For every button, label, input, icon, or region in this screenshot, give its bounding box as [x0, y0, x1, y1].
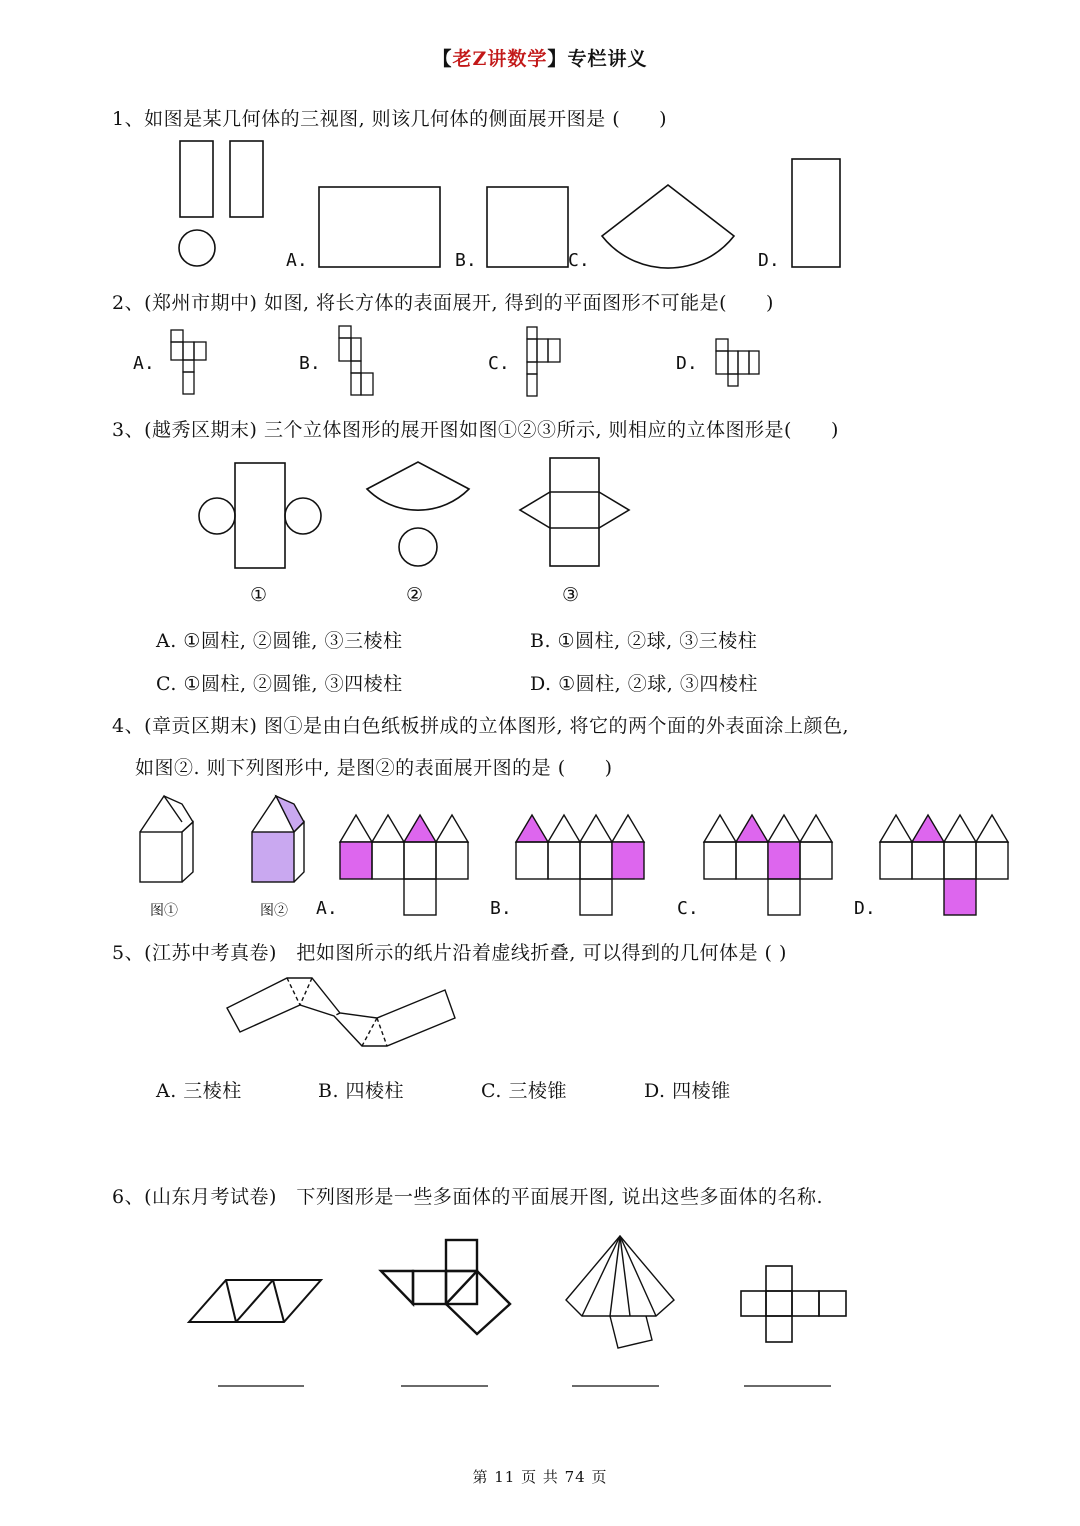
q3-net-3-prism — [520, 458, 629, 566]
q3-net-2-cone — [367, 462, 469, 566]
q4-figure-1-solid — [140, 796, 193, 882]
q1-option-d-tall-rectangle — [792, 159, 840, 267]
q2-stem: 2、(郑州市期中) 如图, 将长方体的表面展开, 得到的平面图形不可能是( ) — [112, 292, 774, 314]
q1-option-a: A. — [286, 250, 308, 271]
q4-net-c — [704, 815, 832, 915]
q6-net-2-cubes — [381, 1240, 510, 1334]
q4-figure-2-solid — [252, 796, 304, 882]
q6-stem: 6、(山东月考试卷) 下列图形是一些多面体的平面展开图, 说出这些多面体的名称. — [112, 1186, 824, 1208]
header-subtitle: 专栏讲义 — [567, 48, 648, 70]
q4-net-b — [516, 815, 644, 915]
q2-option-a: A. — [133, 353, 155, 374]
header-bracket-open: 【 — [432, 48, 453, 70]
q5-option-c: C. 三棱锥 — [481, 1080, 567, 1102]
q3-stem: 3、(越秀区期末) 三个立体图形的展开图如图①②③所示, 则相应的立体图形是( ) — [112, 419, 839, 441]
q4-option-c: C. — [677, 898, 699, 919]
q2-net-b — [339, 326, 373, 395]
q4-stem-line2: 如图②. 则下列图形中, 是图②的表面展开图的是 ( ) — [135, 757, 613, 779]
q3-fig-label-3: ③ — [562, 584, 580, 606]
q2-option-c: C. — [488, 353, 510, 374]
q1-option-a-rectangle — [319, 187, 440, 267]
q2-net-c — [527, 327, 560, 396]
q3-net-1-cylinder — [199, 463, 321, 568]
q1-option-c-sector — [602, 185, 734, 268]
q1-three-view-figure — [179, 141, 263, 266]
page-footer: 第 11 页 共 74 页 — [472, 1468, 608, 1486]
q5-stem: 5、(江苏中考真卷) 把如图所示的纸片沿着虚线折叠, 可以得到的几何体是 ( ) — [112, 942, 787, 964]
q4-net-d — [880, 815, 1008, 915]
q1-option-b: B. — [455, 250, 477, 271]
header-bracket-close: 】 — [547, 48, 568, 70]
q5-paper-strip — [227, 978, 455, 1046]
q3-option-a: A. ①圆柱, ②圆锥, ③三棱柱 — [156, 630, 403, 652]
q4-net-a — [340, 815, 468, 915]
q2-option-b: B. — [299, 353, 321, 374]
q6-net-4-cross — [741, 1266, 846, 1342]
q1-option-c: C. — [568, 250, 590, 271]
q4-stem-line1: 4、(章贡区期末) 图①是由白色纸板拼成的立体图形, 将它的两个面的外表面涂上颜色, — [112, 715, 850, 737]
q1-stem: 1、如图是某几何体的三视图, 则该几何体的侧面展开图是 ( ) — [112, 108, 668, 130]
q4-option-a: A. — [316, 898, 338, 919]
q6-net-1-triangles — [189, 1280, 321, 1322]
q1-option-d: D. — [758, 250, 780, 271]
q4-fig-label-2: 图② — [260, 903, 288, 919]
q4-option-d: D. — [854, 898, 876, 919]
q3-option-b: B. ①圆柱, ②球, ③三棱柱 — [530, 630, 758, 652]
q1-option-b-square — [487, 187, 568, 267]
q4-option-b: B. — [490, 898, 512, 919]
header-brand: 老Z讲数学 — [452, 48, 548, 70]
q5-option-d: D. 四棱锥 — [644, 1080, 731, 1102]
q3-fig-label-2: ② — [406, 584, 424, 606]
q5-option-a: A. 三棱柱 — [156, 1080, 242, 1102]
q2-option-d: D. — [676, 353, 698, 374]
q3-fig-label-1: ① — [250, 584, 268, 606]
q3-option-d: D. ①圆柱, ②球, ③四棱柱 — [530, 673, 758, 695]
q4-fig-label-1: 图① — [150, 903, 178, 919]
q5-option-b: B. 四棱柱 — [318, 1080, 405, 1102]
q6-net-3-pyramid — [566, 1236, 674, 1348]
q2-net-d — [716, 339, 759, 386]
q2-net-a — [171, 330, 206, 394]
q3-option-c: C. ①圆柱, ②圆锥, ③四棱柱 — [156, 673, 403, 695]
